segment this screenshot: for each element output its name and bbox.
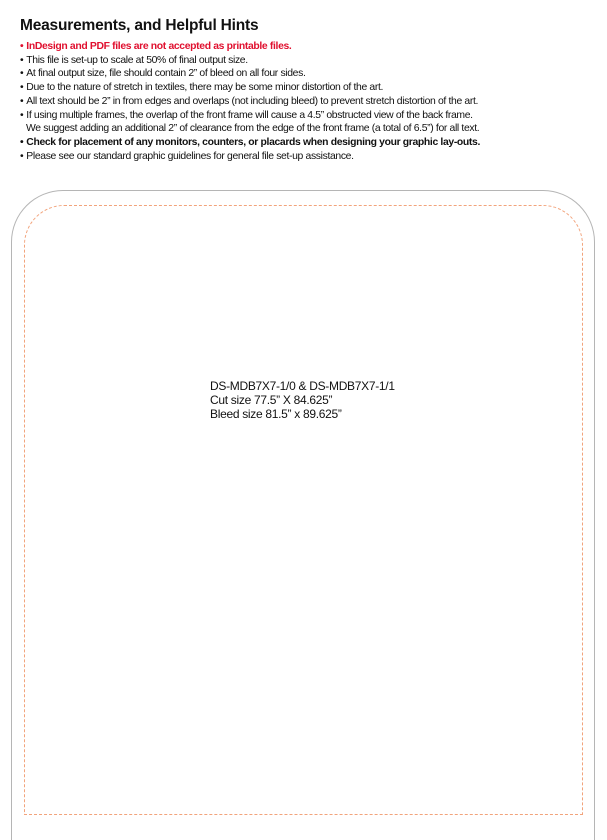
hint-item-clearance: We suggest adding an additional 2” of clearance from the edge of the front frame (a total of 6.5”) for all text. — [26, 123, 480, 135]
bullet-icon: • — [20, 150, 24, 162]
hint-item-distortion: • Due to the nature of stretch in textiles, there may be some minor distortion of the art. — [20, 82, 384, 94]
hint-item-placement: • Check for placement of any monitors, counters, or placards when designing your graphic lay-outs. — [20, 136, 480, 148]
hint-item-multiple-frames: • If using multiple frames, the overlap of the front frame will cause a 4.5” obstructed view of the back frame. — [20, 109, 473, 121]
bullet-icon: • — [20, 82, 24, 94]
bullet-icon: • — [20, 54, 24, 66]
bullet-icon: • — [20, 136, 24, 148]
bleed-size: Bleed size 81.5” x 89.625” — [210, 407, 342, 421]
model-number: DS-MDB7X7-1/0 & DS-MDB7X7-1/1 — [210, 379, 395, 393]
bullet-icon: • — [20, 95, 24, 107]
hint-item-file-formats: • InDesign and PDF files are not accepted as printable files. — [20, 41, 292, 52]
hints-header — [20, 16, 600, 163]
bleed-line-frame — [24, 205, 583, 815]
cut-size: Cut size 77.5” X 84.625” — [210, 393, 333, 407]
bullet-icon: • — [20, 109, 24, 121]
bullet-icon: • — [20, 41, 24, 52]
spec-block — [210, 379, 395, 421]
hint-item-scale: • This file is set-up to scale at 50% of final output size. — [20, 54, 248, 66]
hints-list — [20, 40, 600, 163]
hint-item-bleed: • At final output size, file should contain 2” of bleed on all four sides. — [20, 68, 306, 80]
bullet-icon: • — [20, 68, 24, 80]
hint-item-guidelines: • Please see our standard graphic guidelines for general file set-up assistance. — [20, 150, 354, 162]
page-title: Measurements, and Helpful Hints — [20, 17, 259, 34]
hint-item-text-margin: • All text should be 2” in from edges and overlaps (not including bleed) to prevent stretch distortion of the art. — [20, 95, 479, 107]
